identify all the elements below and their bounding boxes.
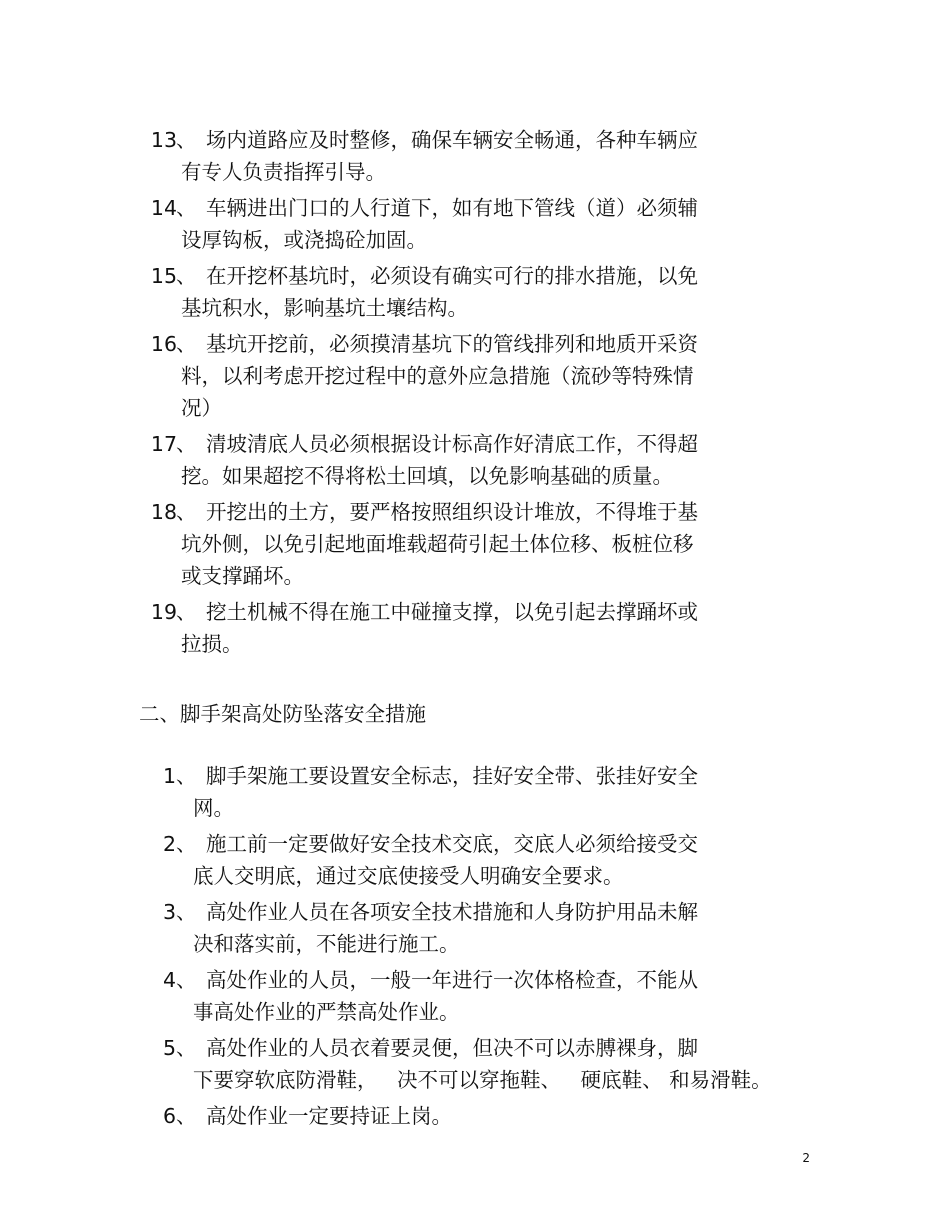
list-item (0, 328, 950, 424)
item-text-line: 拉损。 (181, 632, 243, 656)
item-number: 13 (150, 128, 177, 152)
item-text-line: 况） (181, 396, 222, 420)
item-separator: 、 (176, 1104, 197, 1128)
item-text-line: 施工前一定要做好安全技术交底，交底人必须给接受交 (206, 832, 698, 856)
list-item (0, 596, 950, 660)
item-separator: 、 (176, 196, 197, 220)
item-number: 16 (150, 332, 177, 356)
item-number: 3 (162, 900, 176, 924)
measures-list-continued (0, 124, 950, 664)
item-text-line: 在开挖杯基坑时，必须设有确实可行的排水措施，以免 (206, 264, 698, 288)
item-number: 5 (162, 1036, 176, 1060)
scaffold-safety-list (0, 760, 950, 1136)
item-text-line: 决和落实前，不能进行施工。 (193, 932, 460, 956)
list-item (0, 1032, 950, 1096)
item-text-line: 挖土机械不得在施工中碰撞支撑，以免引起去撑踊坏或 (206, 600, 698, 624)
item-separator: 、 (176, 1036, 197, 1060)
item-text-line: 高处作业的人员衣着要灵便，但决不可以赤膊裸身，脚 (206, 1036, 698, 1060)
item-text-line: 车辆进出门口的人行道下，如有地下管线（道）必须辅 (206, 196, 698, 220)
item-text-line: 挖。如果超挖不得将松土回填，以免影响基础的质量。 (181, 464, 673, 488)
item-separator: 、 (176, 332, 197, 356)
item-number: 18 (150, 500, 177, 524)
item-separator: 、 (176, 764, 197, 788)
item-text-line: 高处作业的人员，一般一年进行一次体格检查，不能从 (206, 968, 698, 992)
item-text-line: 下要穿软底防滑鞋， 决不可以穿拖鞋、 硬底鞋、 和易滑鞋。 (193, 1068, 772, 1092)
item-separator: 、 (176, 500, 197, 524)
list-item (0, 896, 950, 960)
item-text-line: 料，以利考虑开挖过程中的意外应急措施（流砂等特殊情 (181, 364, 694, 388)
item-text-line: 高处作业人员在各项安全技术措施和人身防护用品未解 (206, 900, 698, 924)
item-text-line: 事高处作业的严禁高处作业。 (193, 1000, 460, 1024)
item-number: 4 (162, 968, 176, 992)
list-item (0, 260, 950, 324)
item-separator: 、 (176, 264, 197, 288)
item-number: 15 (150, 264, 177, 288)
item-text-line: 基坑积水，影响基坑土壤结构。 (181, 296, 468, 320)
item-text-line: 有专人负责指挥引导。 (181, 160, 386, 184)
list-item (0, 496, 950, 592)
section-heading: 二、脚手架高处防坠落安全措施 (139, 702, 426, 726)
item-number: 2 (162, 832, 176, 856)
item-number: 19 (150, 600, 177, 624)
item-text-line: 底人交明底，通过交底使接受人明确安全要求。 (193, 864, 624, 888)
item-text-line: 坑外侧，以免引起地面堆载超荷引起土体位移、板桩位移 (181, 532, 694, 556)
item-text-line: 基坑开挖前，必须摸清基坑下的管线排列和地质开采资 (206, 332, 698, 356)
item-separator: 、 (176, 832, 197, 856)
item-text-line: 设厚钩板，或浇捣砼加固。 (181, 228, 427, 252)
item-number: 17 (150, 432, 177, 456)
item-text-line: 清坡清底人员必须根据设计标高作好清底工作，不得超 (206, 432, 698, 456)
list-item (0, 428, 950, 492)
item-text-line: 网。 (193, 796, 234, 820)
item-separator: 、 (176, 128, 197, 152)
list-item (0, 828, 950, 892)
item-text-line: 或支撑踊坏。 (181, 564, 304, 588)
list-item (0, 760, 950, 824)
list-item (0, 1100, 950, 1132)
item-separator: 、 (176, 600, 197, 624)
item-number: 6 (162, 1104, 176, 1128)
list-item (0, 192, 950, 256)
item-number: 14 (150, 196, 177, 220)
item-text-line: 脚手架施工要设置安全标志，挂好安全带、张挂好安全 (206, 764, 698, 788)
item-text-line: 开挖出的土方，要严格按照组织设计堆放，不得堆于基 (206, 500, 698, 524)
item-number: 1 (162, 764, 176, 788)
item-text-line: 场内道路应及时整修，确保车辆安全畅通，各种车辆应 (206, 128, 698, 152)
item-separator: 、 (176, 968, 197, 992)
list-item (0, 124, 950, 188)
item-separator: 、 (176, 432, 197, 456)
list-item (0, 964, 950, 1028)
item-separator: 、 (176, 900, 197, 924)
item-text-line: 高处作业一定要持证上岗。 (206, 1104, 452, 1128)
page-number: 2 (802, 1151, 810, 1165)
